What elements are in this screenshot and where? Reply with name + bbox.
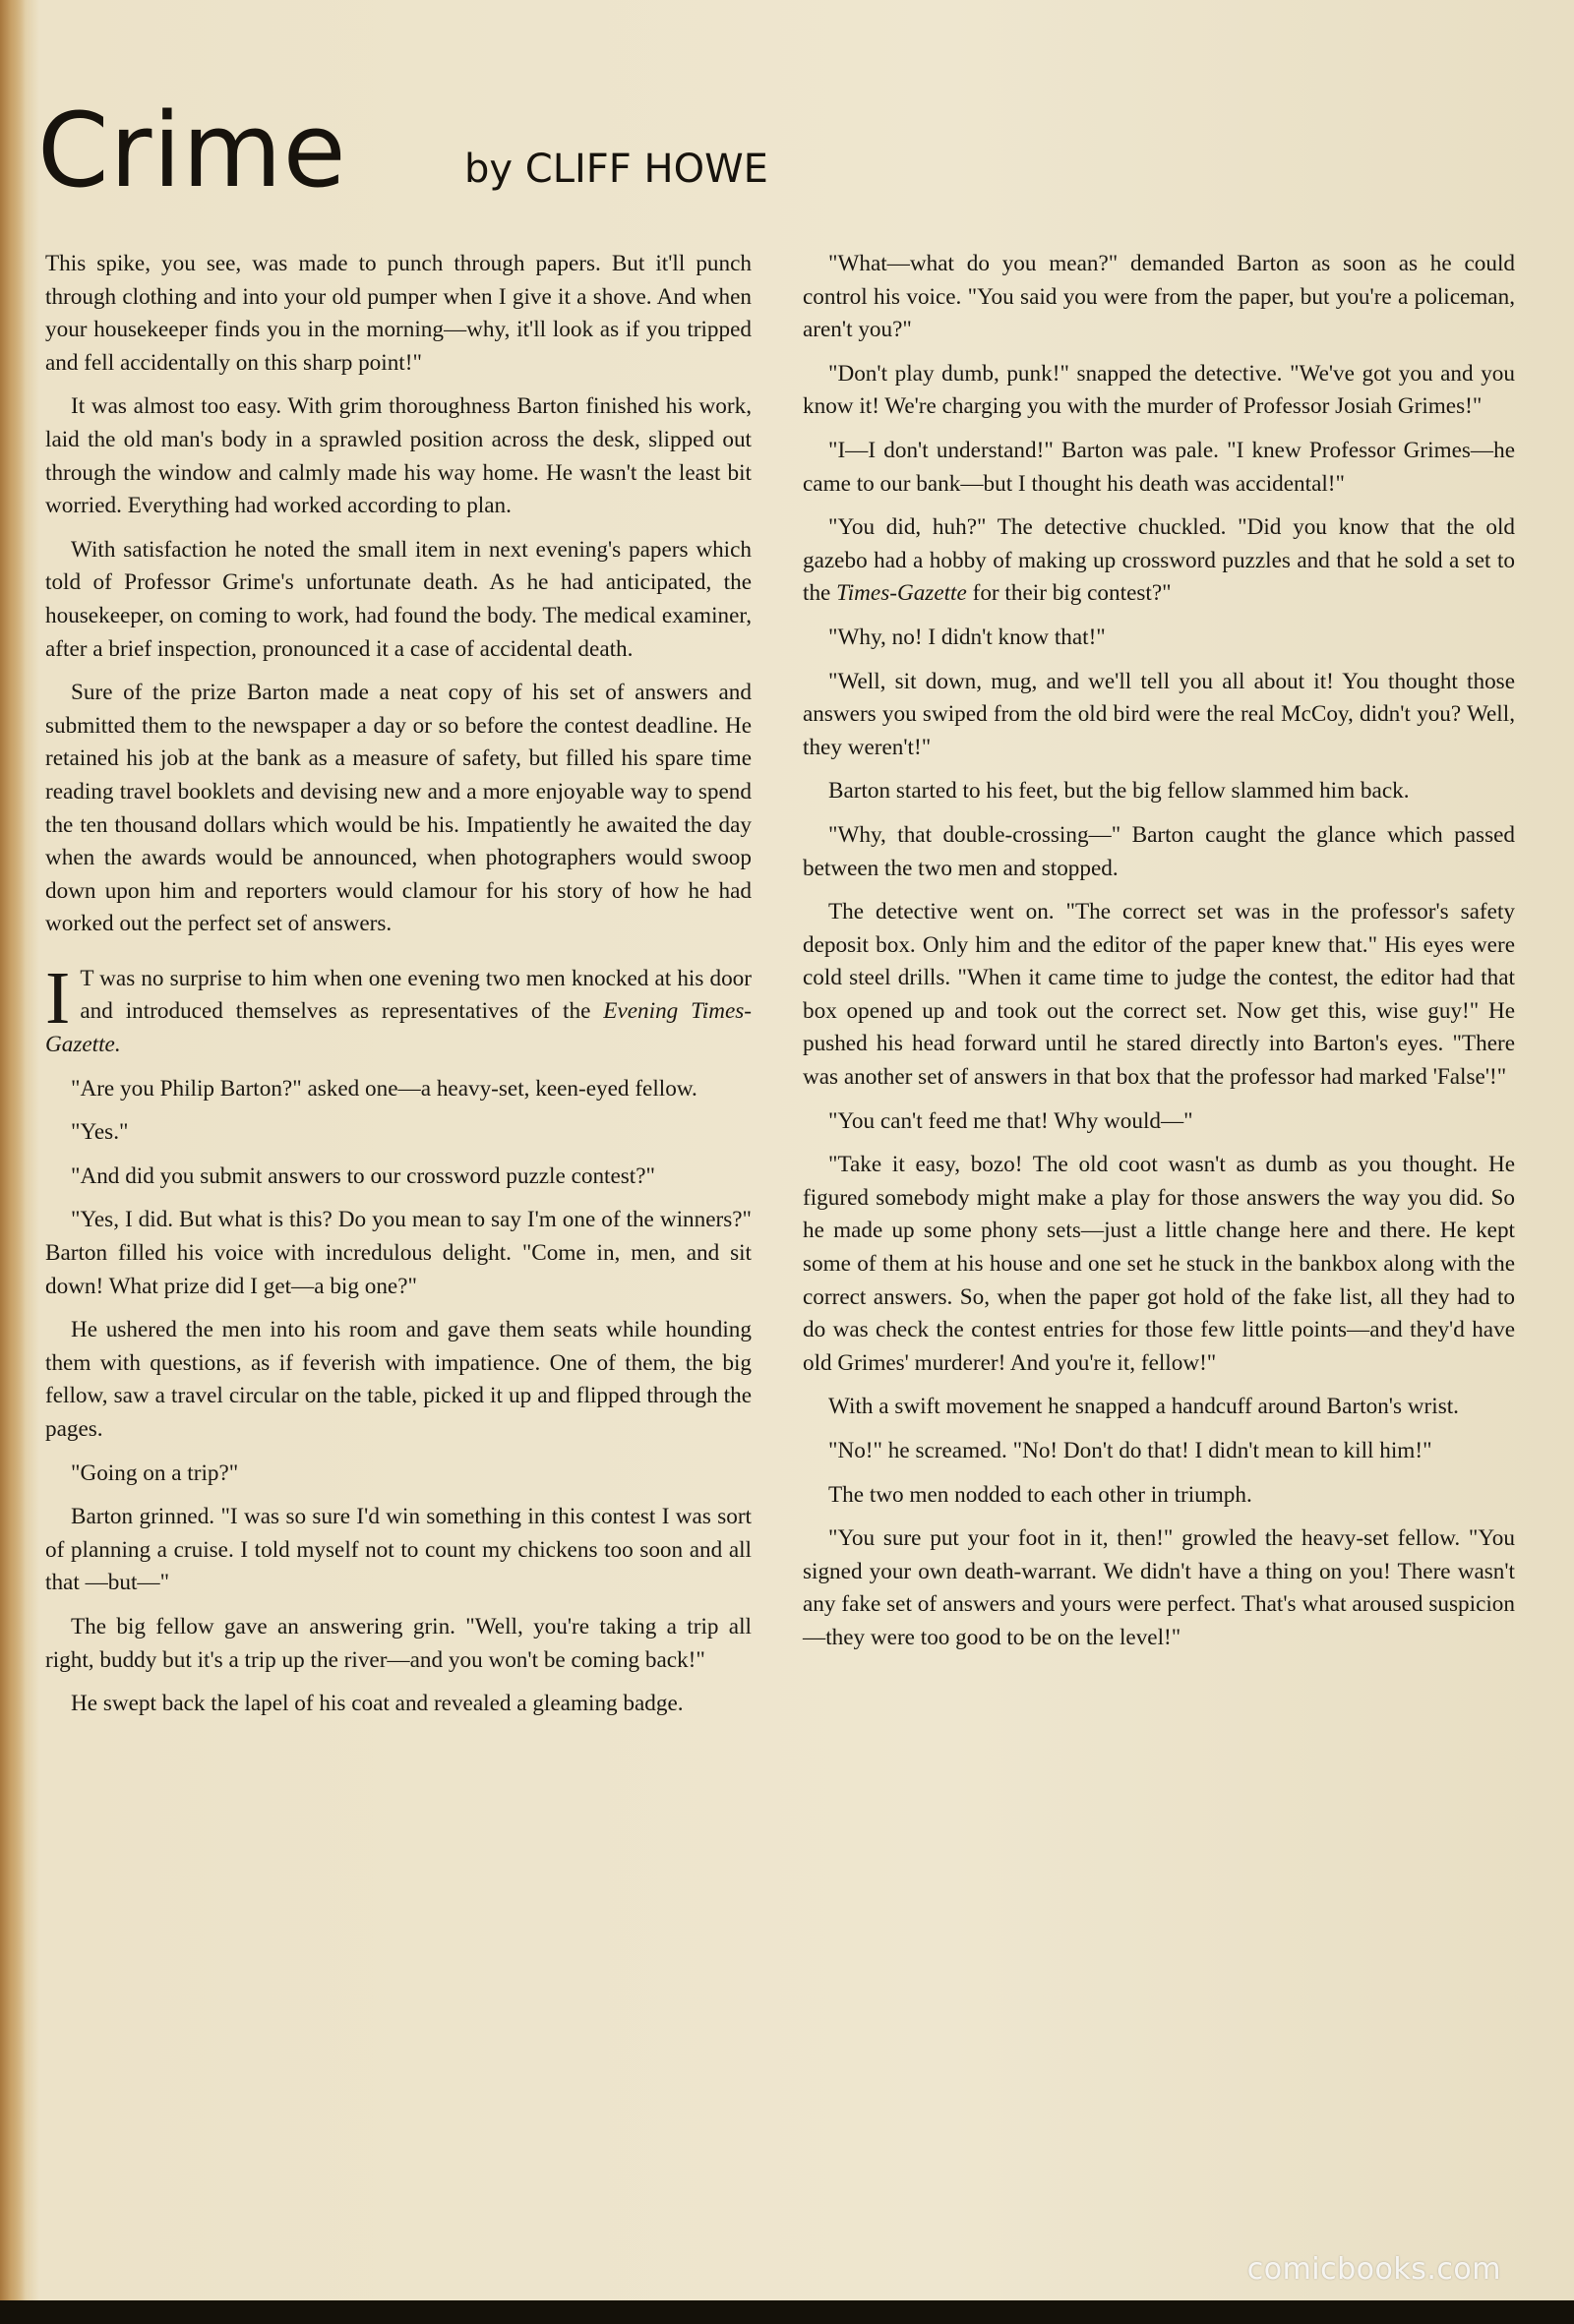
paragraph: "I—I don't understand!" Barton was pale. "I knew Professor Grimes—he came to our bank—but I thought his death was accidental!" — [803, 437, 1515, 497]
paragraph: "Why, no! I didn't know that!" — [828, 624, 1106, 650]
watermark: comicbooks.com — [1246, 2252, 1501, 2287]
story-header — [37, 87, 1218, 214]
spine-shadow — [0, 0, 26, 2324]
paragraph-text: for their big contest?" — [966, 580, 1172, 607]
paragraph: "Don't play dumb, punk!" snapped the detective. "We've got you and you know it! We're charging you with the murder of Professor Josiah Grimes!" — [803, 360, 1515, 420]
paragraph: "You can't feed me that! Why would—" — [828, 1107, 1193, 1134]
paragraph: "And did you submit answers to our crossword puzzle contest?" — [71, 1162, 655, 1189]
paragraph: "Yes." — [71, 1119, 129, 1146]
paragraph: Barton grinned. "I was so sure I'd win something in this contest I was sort of planning a cruise. I told myself not to count my chickens too soon and all that —but—" — [45, 1504, 752, 1596]
paragraph: He ushered the men into his room and gave them seats while hounding them with questions, as if feverish with impatience. One of them, the big fellow, saw a travel circular on the table, picked it up and flipped through the pages. — [45, 1317, 752, 1442]
dropcap-paragraph — [45, 956, 753, 1062]
newspaper-name: Times-Gazette — [836, 580, 967, 607]
paragraph: It was almost too easy. With grim thoroughness Barton finished his work, laid the old man's body in a sprawled position across the desk, slipped out through the window and calmly made his way home. He wasn't the least bit worried. Everything had worked according to plan. — [45, 393, 752, 519]
drop-cap: I — [45, 956, 71, 1040]
paragraph: The big fellow gave an answering grin. "Well, you're taking a trip all right, buddy but it's a trip up the river—and you won't be coming back!" — [45, 1613, 752, 1673]
paragraph: "Yes, I did. But what is this? Do you mean to say I'm one of the winners?" Barton filled his voice with incredulous delight. "Come in, men, and sit down! What prize did I get—a big one?" — [45, 1207, 752, 1299]
byline: by CLIFF HOWE — [464, 147, 768, 192]
paragraph: With satisfaction he noted the small item in next evening's papers which told of Professor Grime's unfortunate death. As he had anticipated, the housekeeper, on coming to work, had found the body. The medical examiner, after a brief inspection, pronounced it a case of accidental death. — [45, 536, 752, 662]
paragraph-text: "You did, huh?" The detective chuckled. "Did you know that the old gazebo had a hobby of making up crossword puzzles and that he sold a set to the — [803, 514, 1515, 607]
paragraph: "Why, that double-crossing—" Barton caught the glance which passed between the two men and stopped. — [803, 821, 1515, 881]
bottom-rule — [0, 2300, 1574, 2324]
paragraph: The two men nodded to each other in triumph. — [828, 1481, 1252, 1508]
right-column — [803, 248, 1515, 1666]
paragraph: The detective went on. "The correct set was in the professor's safety deposit box. Only him and the editor of the paper knew that." His eyes were cold steel drills. "When it came time to judge the contest, the editor had that box opened up and took out the correct set. Now get this, wise guy!" He pushed his head forward until he stared directly into Barton's eyes. "There was another set of answers in that box that the professor had marked 'False'!" — [803, 899, 1515, 1091]
paragraph: "You sure put your foot in it, then!" growled the heavy-set fellow. "You signed your own death-warrant. We didn't have a thing on you! There wasn't any fake set of answers and yours were perfect. That's what aroused suspicion—they were too good to be on the level!" — [803, 1525, 1515, 1650]
paragraph: Sure of the prize Barton made a neat copy of his set of answers and submitted them to the newspaper a day or so before the contest deadline. He retained his job at the bank as a measure of safety, but filled his spare time reading travel booklets and devising new and a more enjoyable way to spend the ten thousand dollars which would be his. Impatiently he awaited the day when the awards would be announced, when photographers would swoop down upon him and reporters would clamour for his story of how he had worked out the perfect set of answers. — [45, 680, 752, 937]
paragraph: "Are you Philip Barton?" asked one—a heavy-set, keen-eyed fellow. — [71, 1075, 697, 1102]
newspaper-name: Evening Times-Gazette. — [45, 998, 753, 1058]
paragraph: With a swift movement he snapped a handcuff around Barton's wrist. — [828, 1394, 1459, 1420]
paragraph: He swept back the lapel of his coat and revealed a gleaming badge. — [71, 1691, 684, 1717]
left-column — [45, 248, 752, 1732]
paragraph: This spike, you see, was made to punch through papers. But it'll punch through clothing and into your old pumper when I give it a shove. And when your housekeeper finds you in the morning—why, it'll look as if you tripped and fell accidentally on this sharp point!" — [45, 251, 752, 376]
paragraph: Barton started to his feet, but the big fellow slammed him back. — [828, 778, 1410, 804]
paragraph — [803, 511, 1515, 611]
paragraph: "Well, sit down, mug, and we'll tell you all about it! You thought those answers you swiped from the old bird were the real McCoy, didn't you? Well, they weren't!" — [803, 668, 1515, 760]
paragraph-text: T was no surprise to him when one evening two men knocked at his door and introduced themselves as representatives of the — [80, 965, 752, 1025]
story-title: Crime — [37, 90, 347, 210]
paragraph: "No!" he screamed. "No! Don't do that! I didn't mean to kill him!" — [828, 1438, 1432, 1463]
paragraph: "Take it easy, bozo! The old coot wasn't as dumb as you thought. He figured somebody might make a play for those answers the way you did. So he made up some phony sets—just a little change here and there. He kept some of them at his house and one set he stuck in the bankbox along with the correct answers. So, when the paper got hold of the fake list, all they had to do was check the contest entries for those few little points—and they'd have old Grimes' murderer! And you're it, fellow!" — [803, 1152, 1515, 1376]
paragraph: "What—what do you mean?" demanded Barton as soon as he could control his voice. "You said you were from the paper, but you're a policeman, aren't you?" — [803, 251, 1515, 343]
paragraph: "Going on a trip?" — [71, 1460, 239, 1486]
